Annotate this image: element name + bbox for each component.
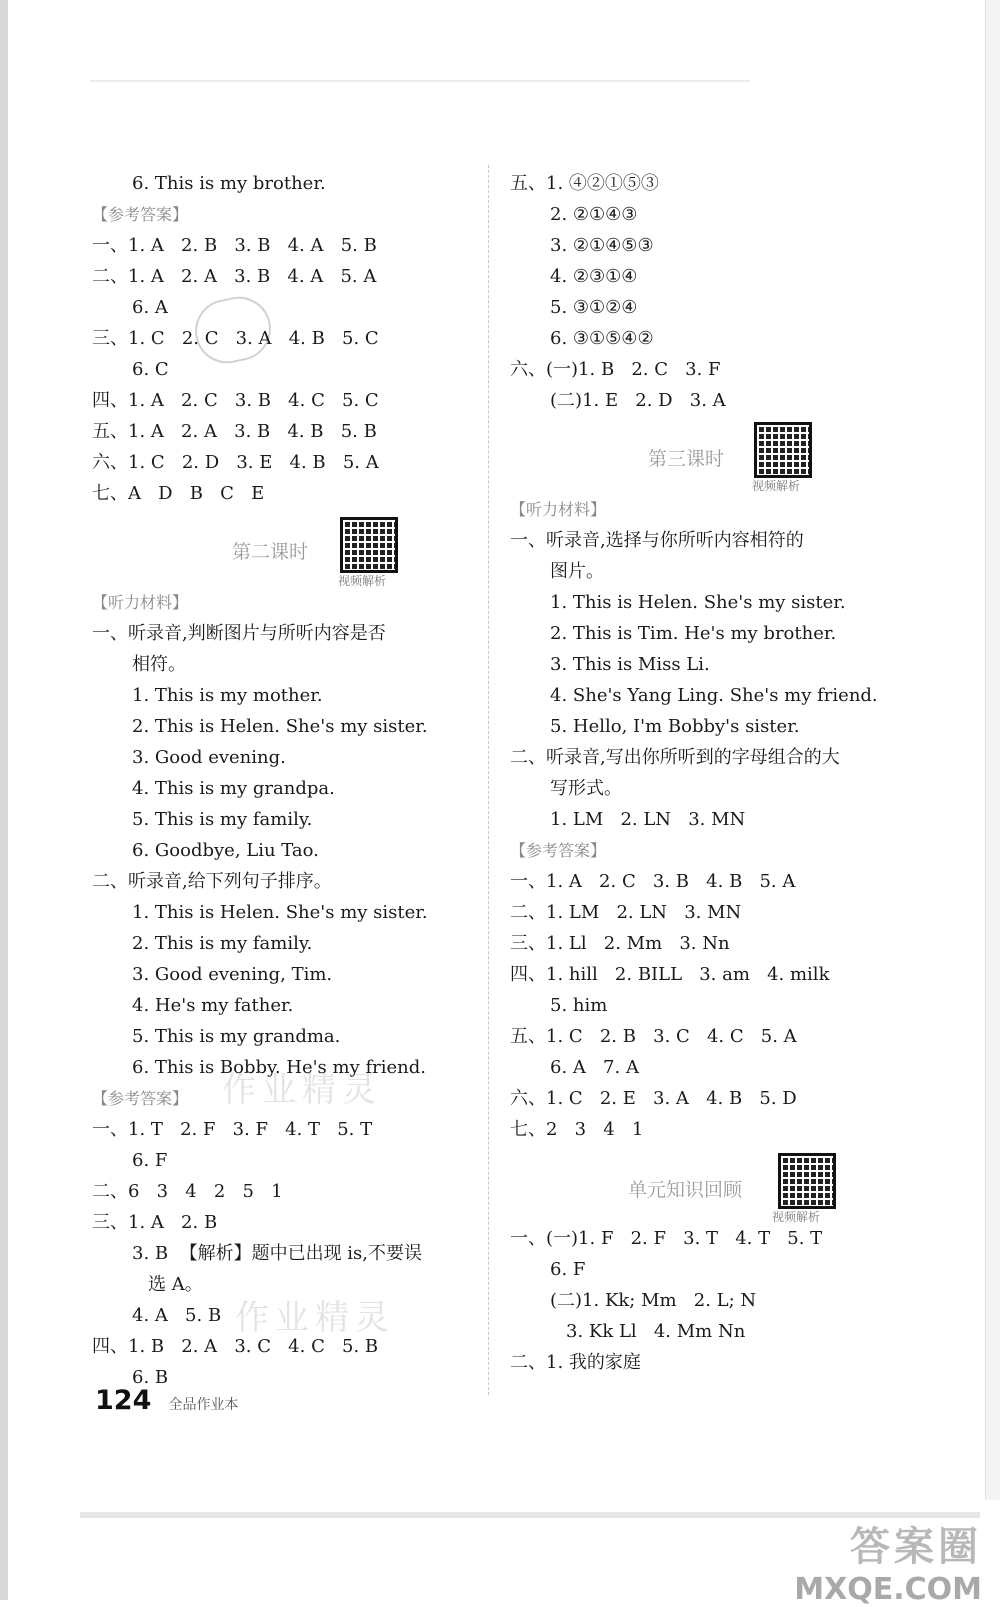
right-listening-block	[510, 494, 890, 1145]
answer-line: 二、听录音,写出你所听到的字母组合的大	[510, 747, 840, 768]
lesson-header-2	[92, 509, 482, 587]
answer-line: 二、1. A 2. A 3. B 4. A 5. A	[92, 266, 377, 287]
answer-line: 二、1. LM 2. LN 3. MN	[510, 902, 742, 923]
answer-line: 4. She's Yang Ling. She's my friend.	[550, 685, 878, 706]
left-answers-block	[92, 168, 482, 509]
right-page-edge	[985, 0, 1000, 1500]
answer-line: 1. LM 2. LN 3. MN	[550, 809, 746, 830]
answer-line: 3. Good evening, Tim.	[132, 964, 333, 985]
qr-code-icon[interactable]	[754, 422, 812, 478]
answer-line: 一、听录音,选择与你所听内容相符的	[510, 530, 804, 551]
answer-line: 二、6 3 4 2 5 1	[92, 1181, 283, 1202]
answer-line: 2. ②①④③	[550, 204, 638, 225]
column-divider	[488, 165, 489, 1395]
answer-line: 2. This is Helen. She's my sister.	[132, 716, 428, 737]
lesson-title: 第二课时	[232, 541, 309, 563]
answer-line: 3. Good evening.	[132, 747, 286, 768]
site-watermark	[794, 1515, 982, 1607]
section-heading: 【参考答案】	[510, 841, 607, 860]
answer-line: 4. ②③①④	[550, 266, 638, 287]
qr-code-icon[interactable]	[340, 517, 398, 573]
answer-line: 五、1. A 2. A 3. B 4. B 5. B	[92, 421, 377, 442]
answer-line: 五、1. ④②①⑤③	[510, 173, 659, 194]
lesson-title: 单元知识回顾	[628, 1179, 743, 1201]
answer-line: 三、1. Ll 2. Mm 3. Nn	[510, 933, 730, 954]
page-footer	[95, 1385, 238, 1416]
answer-line: 一、(一)1. F 2. F 3. T 4. T 5. T	[510, 1228, 823, 1249]
answer-line: 5. ③①②④	[550, 297, 638, 318]
ghost-watermark-1: 作业精灵	[222, 1070, 382, 1110]
answer-line: 相符。	[132, 654, 186, 675]
answer-line: 四、1. B 2. A 3. C 4. C 5. B	[92, 1336, 379, 1357]
answer-line: 5. This is my family.	[132, 809, 313, 830]
watermark-en: MXQE.COM	[794, 1572, 982, 1607]
section-heading: 【听力材料】	[510, 500, 607, 519]
answer-line: 6. B	[132, 1367, 169, 1388]
answer-line: 四、1. hill 2. BILL 3. am 4. milk	[510, 964, 830, 985]
answer-line: 6. F	[550, 1259, 586, 1280]
answer-line: 3. This is Miss Li.	[550, 654, 710, 675]
answer-line: 六、(一)1. B 2. C 3. F	[510, 359, 721, 380]
answer-line: 5. him	[550, 995, 608, 1016]
answer-line: (二)1. E 2. D 3. A	[550, 390, 726, 411]
answer-line: 5. This is my grandma.	[132, 1026, 341, 1047]
lesson-header-3	[510, 416, 890, 494]
qr-caption: 视频解析	[338, 574, 387, 588]
top-shadow	[90, 80, 750, 82]
answer-line: 三、1. A 2. B	[92, 1212, 218, 1233]
answer-line: 2. This is my family.	[132, 933, 313, 954]
answer-line: 6. ③①⑤④②	[550, 328, 654, 349]
left-column	[92, 168, 482, 1393]
answer-line: 5. Hello, I'm Bobby's sister.	[550, 716, 800, 737]
section-heading: 【参考答案】	[92, 1089, 189, 1108]
answer-line: 6. A	[132, 297, 168, 318]
answer-line: 二、1. 我的家庭	[510, 1352, 641, 1373]
qr-caption: 视频解析	[752, 479, 801, 493]
section-heading: 【参考答案】	[92, 205, 189, 224]
answer-line: 4. This is my grandpa.	[132, 778, 335, 799]
answer-line: (二)1. Kk; Mm 2. L; N	[550, 1290, 757, 1311]
page-binding-edge	[0, 0, 8, 1600]
answer-line: 五、1. C 2. B 3. C 4. C 5. A	[510, 1026, 797, 1047]
answer-line: 四、1. A 2. C 3. B 4. C 5. C	[92, 390, 379, 411]
answer-line: 6. Goodbye, Liu Tao.	[132, 840, 319, 861]
answer-line: 二、听录音,给下列句子排序。	[92, 871, 332, 892]
right-column	[510, 168, 890, 1378]
answer-line: 4. A 5. B	[132, 1305, 222, 1326]
answer-line: 6. This is Bobby. He's my friend.	[132, 1057, 426, 1078]
answer-line: 图片。	[550, 561, 604, 582]
answer-line: 1. This is my mother.	[132, 685, 323, 706]
answer-line: 选 A。	[148, 1274, 203, 1295]
answer-line: 三、1. C 2. C 3. A 4. B 5. C	[92, 328, 379, 349]
right-answers-block	[510, 168, 890, 416]
watermark-cn: 答案圈	[850, 1524, 982, 1570]
right-review-block	[510, 1223, 890, 1378]
left-listening-block	[92, 587, 482, 1393]
answer-line: 写形式。	[550, 778, 622, 799]
answer-line: 一、听录音,判断图片与所听内容是否	[92, 623, 386, 644]
answer-line: 1. This is Helen. She's my sister.	[132, 902, 428, 923]
answer-line: 七、A D B C E	[92, 483, 265, 504]
answer-line: 6. A 7. A	[550, 1057, 639, 1078]
ghost-watermark-2: 作业精灵	[235, 1298, 395, 1338]
lesson-title: 第三课时	[648, 448, 725, 470]
answer-line: 七、2 3 4 1	[510, 1119, 644, 1140]
answer-line: 4. He's my father.	[132, 995, 294, 1016]
answer-line: 3. Kk Ll 4. Mm Nn	[566, 1321, 746, 1342]
answer-line: 一、1. T 2. F 3. F 4. T 5. T	[92, 1119, 373, 1140]
answer-line: 1. This is Helen. She's my sister.	[550, 592, 846, 613]
answer-line: 六、1. C 2. E 3. A 4. B 5. D	[510, 1088, 797, 1109]
qr-caption: 视频解析	[772, 1210, 821, 1224]
qr-code-icon[interactable]	[778, 1153, 836, 1209]
answer-line: 3. B 【解析】题中已出现 is,不要误	[132, 1243, 423, 1264]
page-number: 124	[95, 1385, 152, 1416]
book-name: 全品作业本	[168, 1397, 239, 1413]
answer-line: 3. ②①④⑤③	[550, 235, 654, 256]
lesson-header-review	[510, 1145, 890, 1223]
answer-line: 一、1. A 2. C 3. B 4. B 5. A	[510, 871, 796, 892]
answer-line: 6. C	[132, 359, 169, 380]
answer-line: 6. This is my brother.	[132, 173, 326, 194]
answer-line: 6. F	[132, 1150, 168, 1171]
answer-line: 2. This is Tim. He's my brother.	[550, 623, 837, 644]
answer-line: 六、1. C 2. D 3. E 4. B 5. A	[92, 452, 379, 473]
section-heading: 【听力材料】	[92, 593, 189, 612]
answer-line: 一、1. A 2. B 3. B 4. A 5. B	[92, 235, 377, 256]
